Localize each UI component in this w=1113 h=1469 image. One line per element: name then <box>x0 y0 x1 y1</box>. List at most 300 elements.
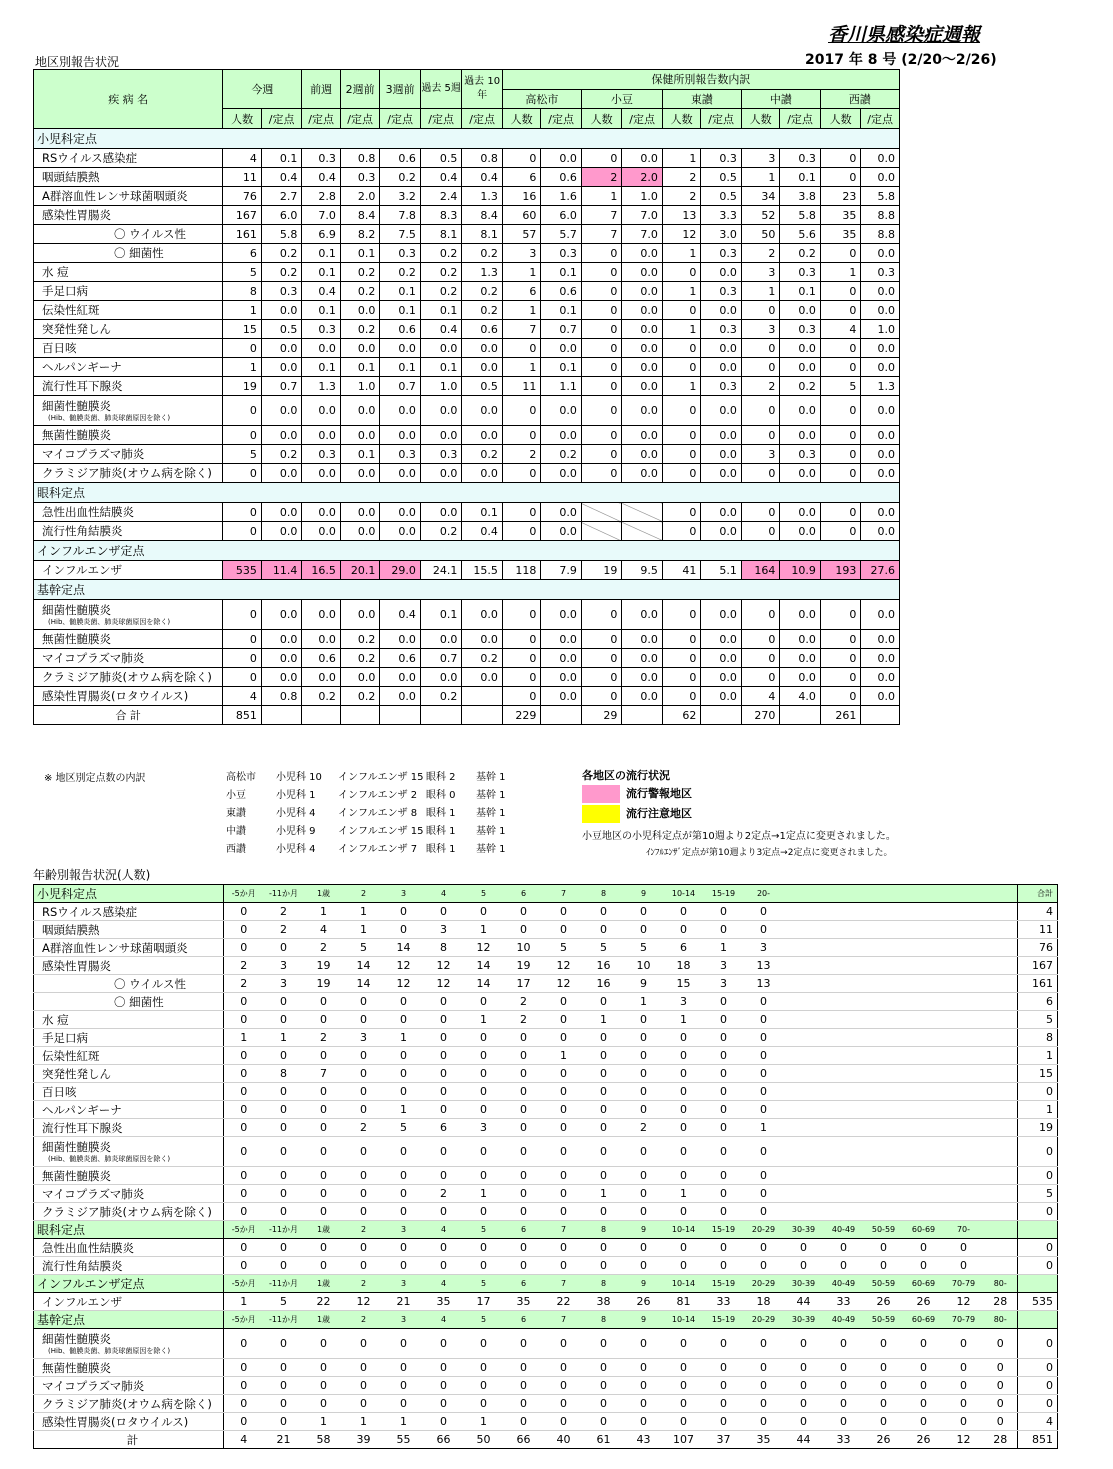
value-cell: 0 <box>581 358 622 377</box>
value-cell: 0.2 <box>462 301 503 320</box>
header-two-weeks: 2週前 <box>340 70 380 109</box>
age-value-cell: 2 <box>264 921 304 939</box>
value-cell: 0.0 <box>541 149 582 168</box>
age-value-cell: 0 <box>544 1167 584 1185</box>
age-header-cell: 4 <box>424 1311 464 1329</box>
age-header-cell: 40-49 <box>824 1275 864 1293</box>
age-disease-name <box>34 1083 224 1101</box>
disease-name-text: クラミジア肺炎(オウム病を除く) <box>42 466 212 480</box>
value-cell: 5 <box>223 445 261 464</box>
age-empty-cell <box>824 1119 864 1137</box>
value-cell: 3.2 <box>380 187 421 206</box>
age-value-cell: 12 <box>344 1293 384 1311</box>
value-cell: 0 <box>662 263 700 282</box>
age-header-cell: 20-29 <box>744 1221 784 1239</box>
age-empty-cell <box>944 1011 984 1029</box>
age-value-cell: 38 <box>584 1293 624 1311</box>
age-value-cell: 0 <box>944 1413 984 1431</box>
value-cell: 1 <box>820 263 861 282</box>
age-row <box>34 975 1058 993</box>
age-value-cell: 1 <box>304 903 344 921</box>
age-value-cell: 0 <box>464 1101 504 1119</box>
age-row-total: 0 <box>1018 1329 1058 1359</box>
value-cell: 0 <box>741 503 779 522</box>
age-empty-cell <box>784 1119 824 1137</box>
age-row <box>34 1257 1058 1275</box>
value-cell: 0 <box>502 426 540 445</box>
value-cell: 0.0 <box>780 339 821 358</box>
value-cell: 0 <box>662 668 700 687</box>
district-row <box>34 187 900 206</box>
value-cell: 0 <box>741 649 779 668</box>
district-row <box>34 339 900 358</box>
age-value-cell: 26 <box>904 1293 944 1311</box>
age-empty-cell <box>784 1047 824 1065</box>
age-category: 眼科定点 <box>34 1221 224 1239</box>
value-cell: 2 <box>502 445 540 464</box>
age-empty-cell <box>984 1029 1018 1047</box>
age-value-cell: 0 <box>624 1083 664 1101</box>
age-value-cell: 0 <box>384 1137 424 1167</box>
total-cell: 229 <box>502 706 540 725</box>
value-cell: 0 <box>741 358 779 377</box>
age-value-cell: 0 <box>544 1377 584 1395</box>
value-cell: 0.0 <box>380 426 421 445</box>
age-value-cell: 0 <box>704 1011 744 1029</box>
age-value-cell: 0 <box>424 1167 464 1185</box>
value-cell: 0 <box>820 503 861 522</box>
age-value-cell: 0 <box>704 1359 744 1377</box>
age-row-total: 0 <box>1018 1239 1058 1257</box>
age-value-cell: 0 <box>424 903 464 921</box>
age-value-cell: 0 <box>224 1047 264 1065</box>
value-cell: 0.1 <box>261 149 302 168</box>
value-cell: 0.5 <box>462 377 503 396</box>
value-cell: 8.3 <box>420 206 462 225</box>
value-cell: 0.0 <box>541 630 582 649</box>
age-value-cell: 0 <box>224 993 264 1011</box>
age-value-cell: 0 <box>744 1377 784 1395</box>
value-cell: 0.0 <box>780 464 821 483</box>
age-value-cell: 0 <box>824 1257 864 1275</box>
age-row <box>34 1359 1058 1377</box>
value-cell: 1 <box>741 282 779 301</box>
value-cell: 0.1 <box>541 301 582 320</box>
age-value-cell: 0 <box>464 1359 504 1377</box>
age-value-cell: 0 <box>824 1359 864 1377</box>
legend-caution <box>582 804 692 824</box>
age-row-total: 15 <box>1018 1065 1058 1083</box>
disease-name-text: 流行性角結膜炎 <box>42 524 123 538</box>
age-disease-text: 感染性胃腸炎(ロタウイルス) <box>42 1414 189 1429</box>
disease-name-text: 〇 細菌性 <box>114 246 164 260</box>
age-header-cell: 6 <box>504 1221 544 1239</box>
age-value-cell: 2 <box>624 1119 664 1137</box>
age-value-cell: 19 <box>304 975 344 993</box>
age-value-cell: 0 <box>464 1239 504 1257</box>
age-value-cell: 0 <box>864 1395 904 1413</box>
age-row <box>34 1377 1058 1395</box>
value-cell: 52 <box>741 206 779 225</box>
legend-alert <box>582 784 692 804</box>
age-value-cell: 0 <box>624 1359 664 1377</box>
value-cell: 0.0 <box>622 464 663 483</box>
age-value-cell: 0 <box>464 1395 504 1413</box>
region-breakdown-cell: 眼科 1 <box>426 844 456 855</box>
value-cell: 0 <box>502 630 540 649</box>
age-empty-cell <box>784 1137 824 1167</box>
age-value-cell: 0 <box>344 1047 384 1065</box>
age-value-cell: 3 <box>264 975 304 993</box>
age-disease-name <box>34 939 224 957</box>
age-value-cell: 0 <box>264 1395 304 1413</box>
value-cell: 0 <box>741 668 779 687</box>
value-cell: 0 <box>502 396 540 426</box>
age-value-cell: 0 <box>304 1329 344 1359</box>
age-value-cell: 1 <box>464 1185 504 1203</box>
value-cell: 0.0 <box>622 377 663 396</box>
value-cell: 0.3 <box>380 244 421 263</box>
age-header-cell: -11か月 <box>264 1221 304 1239</box>
value-cell: 0.0 <box>420 426 462 445</box>
age-value-cell: 8 <box>424 939 464 957</box>
value-cell: 0.6 <box>541 282 582 301</box>
age-empty-cell <box>984 1047 1018 1065</box>
value-cell: 0.6 <box>302 649 340 668</box>
value-cell: 0.2 <box>462 649 503 668</box>
value-cell: 0 <box>662 464 700 483</box>
age-value-cell: 3 <box>424 921 464 939</box>
value-cell: 60 <box>502 206 540 225</box>
age-value-cell: 0 <box>224 1359 264 1377</box>
unit-per: /定点 <box>420 109 462 129</box>
age-value-cell: 0 <box>384 1167 424 1185</box>
value-cell: 0.3 <box>701 149 742 168</box>
value-cell: 0.0 <box>302 600 340 630</box>
value-cell: 0.0 <box>861 445 900 464</box>
age-value-cell: 0 <box>704 903 744 921</box>
unit-per: /定点 <box>541 109 582 129</box>
value-cell: 0.3 <box>701 320 742 339</box>
value-cell: 0 <box>581 464 622 483</box>
age-value-cell: 0 <box>264 1377 304 1395</box>
age-value-cell: 0 <box>664 1239 704 1257</box>
age-sum-cell: 66 <box>424 1431 464 1449</box>
age-value-cell: 2 <box>424 1185 464 1203</box>
age-value-cell: 8 <box>264 1065 304 1083</box>
value-cell: 0.1 <box>302 358 340 377</box>
value-cell: 0.0 <box>340 503 380 522</box>
age-value-cell: 3 <box>704 975 744 993</box>
age-total-header: 合計 <box>1018 885 1058 903</box>
value-cell: 1 <box>662 377 700 396</box>
age-value-cell: 0 <box>304 1239 344 1257</box>
age-value-cell: 0 <box>984 1329 1018 1359</box>
value-cell: 0.7 <box>380 377 421 396</box>
age-value-cell: 1 <box>384 1101 424 1119</box>
age-empty-cell <box>824 1029 864 1047</box>
age-value-cell: 0 <box>664 1203 704 1221</box>
value-cell: 0.0 <box>261 649 302 668</box>
age-value-cell: 0 <box>544 1137 584 1167</box>
age-value-cell: 0 <box>824 1239 864 1257</box>
age-value-cell: 28 <box>984 1293 1018 1311</box>
disease-name <box>34 445 223 464</box>
age-row <box>34 957 1058 975</box>
age-value-cell: 0 <box>584 1137 624 1167</box>
region-breakdown-cell: インフルエンザ 8 <box>338 808 418 819</box>
value-cell: 0.0 <box>420 464 462 483</box>
district-row <box>34 206 900 225</box>
value-cell: 0.6 <box>380 320 421 339</box>
age-empty-cell <box>904 993 944 1011</box>
age-empty-cell <box>984 1167 1018 1185</box>
value-cell: 0.5 <box>701 187 742 206</box>
value-cell: 0 <box>820 339 861 358</box>
age-disease-name <box>34 1137 224 1167</box>
age-disease-name <box>34 1047 224 1065</box>
value-cell: 8.4 <box>462 206 503 225</box>
age-value-cell: 0 <box>784 1377 824 1395</box>
region-breakdown-cell: インフルエンザ 7 <box>338 844 418 855</box>
age-value-cell: 1 <box>344 921 384 939</box>
district-row <box>34 687 900 706</box>
age-value-cell: 0 <box>424 1083 464 1101</box>
value-cell: 0.0 <box>861 301 900 320</box>
region-breakdown-row <box>226 805 516 823</box>
value-cell: 0.0 <box>380 522 421 541</box>
age-empty-cell <box>824 957 864 975</box>
age-row-total: 76 <box>1018 939 1058 957</box>
age-value-cell: 5 <box>264 1293 304 1311</box>
value-cell: 1 <box>502 301 540 320</box>
value-cell: 35 <box>820 225 861 244</box>
value-cell: 4 <box>223 149 261 168</box>
age-value-cell: 0 <box>664 1137 704 1167</box>
value-cell: 1 <box>662 282 700 301</box>
value-cell: 2.7 <box>261 187 302 206</box>
district-row <box>34 600 900 630</box>
age-empty-cell <box>784 993 824 1011</box>
value-cell: 0.0 <box>302 464 340 483</box>
age-value-cell: 0 <box>344 1395 384 1413</box>
value-cell: 0 <box>820 600 861 630</box>
age-value-cell: 0 <box>304 1047 344 1065</box>
age-value-cell: 17 <box>464 1293 504 1311</box>
region-breakdown-cell: インフルエンザ 15 <box>338 826 424 837</box>
age-value-cell: 12 <box>464 939 504 957</box>
age-value-cell: 10 <box>624 957 664 975</box>
value-cell: 0.0 <box>261 426 302 445</box>
value-cell: 12 <box>662 225 700 244</box>
value-cell: 0.0 <box>261 464 302 483</box>
age-header-cell: -5か月 <box>224 1275 264 1293</box>
value-cell: 0 <box>502 339 540 358</box>
age-value-cell: 0 <box>624 1257 664 1275</box>
age-header-empty <box>944 885 984 903</box>
age-disease-name <box>34 1011 224 1029</box>
value-cell: 4 <box>223 687 261 706</box>
age-header-cell: -11か月 <box>264 1275 304 1293</box>
age-row-total: 4 <box>1018 1413 1058 1431</box>
age-value-cell: 14 <box>464 975 504 993</box>
age-empty-cell <box>864 1011 904 1029</box>
age-value-cell: 2 <box>224 957 264 975</box>
value-cell: 0.0 <box>462 339 503 358</box>
age-value-cell: 0 <box>704 921 744 939</box>
age-disease-name <box>34 921 224 939</box>
value-cell: 2 <box>581 168 622 187</box>
age-value-cell: 3 <box>664 993 704 1011</box>
age-value-cell: 0 <box>944 1377 984 1395</box>
age-value-cell: 0 <box>464 1167 504 1185</box>
age-value-cell: 0 <box>544 1239 584 1257</box>
total-cell <box>780 706 821 725</box>
value-cell: 0.2 <box>462 445 503 464</box>
age-value-cell: 0 <box>944 1359 984 1377</box>
unit-count: 人数 <box>741 109 779 129</box>
age-value-cell: 0 <box>744 1395 784 1413</box>
age-value-cell: 0 <box>464 1329 504 1359</box>
age-value-cell: 0 <box>264 1101 304 1119</box>
age-value-cell: 0 <box>224 1065 264 1083</box>
age-header-cell: 1歳 <box>304 1275 344 1293</box>
age-value-cell: 0 <box>424 1257 464 1275</box>
age-header-cell: 7 <box>544 885 584 903</box>
value-cell: 0.1 <box>780 168 821 187</box>
age-value-cell: 18 <box>664 957 704 975</box>
age-value-cell: 0 <box>544 1065 584 1083</box>
age-value-cell: 0 <box>224 1395 264 1413</box>
age-value-cell: 2 <box>344 1119 384 1137</box>
disease-name <box>34 225 223 244</box>
age-disease-text: クラミジア肺炎(オウム病を除く) <box>42 1204 212 1219</box>
age-value-cell: 0 <box>704 1203 744 1221</box>
value-cell <box>581 522 622 541</box>
age-header-cell: 10-14 <box>664 1221 704 1239</box>
value-cell: 0.1 <box>462 503 503 522</box>
age-header-cell: -5か月 <box>224 1311 264 1329</box>
district-row <box>34 149 900 168</box>
age-empty-cell <box>944 1029 984 1047</box>
value-cell: 0.8 <box>462 149 503 168</box>
age-value-cell: 0 <box>464 1047 504 1065</box>
age-disease-name <box>34 1257 224 1275</box>
value-cell: 0.0 <box>780 649 821 668</box>
age-disease-name <box>34 1395 224 1413</box>
value-cell: 0 <box>820 464 861 483</box>
value-cell: 41 <box>662 561 700 580</box>
age-empty-cell <box>824 993 864 1011</box>
age-value-cell: 0 <box>384 1203 424 1221</box>
age-value-cell: 0 <box>704 1047 744 1065</box>
value-cell: 0 <box>502 600 540 630</box>
age-row <box>34 1203 1058 1221</box>
age-value-cell: 0 <box>304 1377 344 1395</box>
value-cell: 0.0 <box>861 426 900 445</box>
age-empty-cell <box>944 1047 984 1065</box>
value-cell: 0 <box>741 301 779 320</box>
district-row <box>34 396 900 426</box>
value-cell: 0.1 <box>302 244 340 263</box>
value-cell: 0.4 <box>302 282 340 301</box>
value-cell: 0 <box>581 263 622 282</box>
age-row-total: 6 <box>1018 993 1058 1011</box>
age-value-cell: 0 <box>504 1395 544 1413</box>
value-cell: 0 <box>581 687 622 706</box>
age-value-cell: 9 <box>624 975 664 993</box>
age-value-cell: 22 <box>544 1293 584 1311</box>
age-empty-cell <box>944 1167 984 1185</box>
value-cell: 0 <box>581 282 622 301</box>
value-cell: 0.8 <box>261 687 302 706</box>
value-cell: 0 <box>820 668 861 687</box>
value-cell: 0.3 <box>780 263 821 282</box>
age-row-total: 535 <box>1018 1293 1058 1311</box>
region-breakdown-row <box>226 769 516 787</box>
age-value-cell: 2 <box>304 1029 344 1047</box>
age-value-cell: 14 <box>344 975 384 993</box>
value-cell: 0.2 <box>340 649 380 668</box>
age-category: 小児科定点 <box>34 885 224 903</box>
age-value-cell: 0 <box>744 1239 784 1257</box>
value-cell: 0 <box>581 149 622 168</box>
age-value-cell: 1 <box>344 1413 384 1431</box>
value-cell: 0.0 <box>861 396 900 426</box>
district-report-table <box>33 69 900 725</box>
value-cell: 0.2 <box>420 244 462 263</box>
age-value-cell: 0 <box>664 1329 704 1359</box>
age-value-cell: 0 <box>384 903 424 921</box>
age-empty-cell <box>904 1065 944 1083</box>
age-value-cell: 0 <box>584 1047 624 1065</box>
disease-name-text: 手足口病 <box>42 284 88 298</box>
value-cell: 161 <box>223 225 261 244</box>
value-cell: 0.0 <box>861 339 900 358</box>
age-value-cell: 12 <box>944 1293 984 1311</box>
age-empty-cell <box>784 1011 824 1029</box>
value-cell: 8.1 <box>462 225 503 244</box>
age-value-cell: 0 <box>664 1413 704 1431</box>
breakdown-label: ※ 地区別定点数の内訳 <box>44 773 146 784</box>
disease-name-text: RSウイルス感染症 <box>42 151 138 165</box>
district-row <box>34 244 900 263</box>
age-value-cell: 0 <box>584 1065 624 1083</box>
value-cell: 0 <box>581 600 622 630</box>
age-empty-cell <box>944 939 984 957</box>
age-value-cell: 14 <box>464 957 504 975</box>
age-header-cell: 40-49 <box>824 1311 864 1329</box>
category-pediatric: 小児科定点 <box>34 129 900 149</box>
value-cell: 1.0 <box>861 320 900 339</box>
value-cell: 0.0 <box>622 282 663 301</box>
age-empty-cell <box>784 1083 824 1101</box>
age-value-cell: 0 <box>624 1011 664 1029</box>
value-cell: 0 <box>741 600 779 630</box>
age-empty-cell <box>864 903 904 921</box>
age-value-cell: 0 <box>744 1029 784 1047</box>
value-cell: 0.3 <box>261 282 302 301</box>
age-value-cell: 0 <box>304 993 344 1011</box>
age-empty-cell <box>824 939 864 957</box>
age-value-cell: 0 <box>864 1413 904 1431</box>
value-cell: 23 <box>820 187 861 206</box>
age-empty-cell <box>784 1029 824 1047</box>
age-header-cell: 20-29 <box>744 1311 784 1329</box>
value-cell: 16 <box>502 187 540 206</box>
age-value-cell: 0 <box>424 1395 464 1413</box>
age-row <box>34 1293 1058 1311</box>
